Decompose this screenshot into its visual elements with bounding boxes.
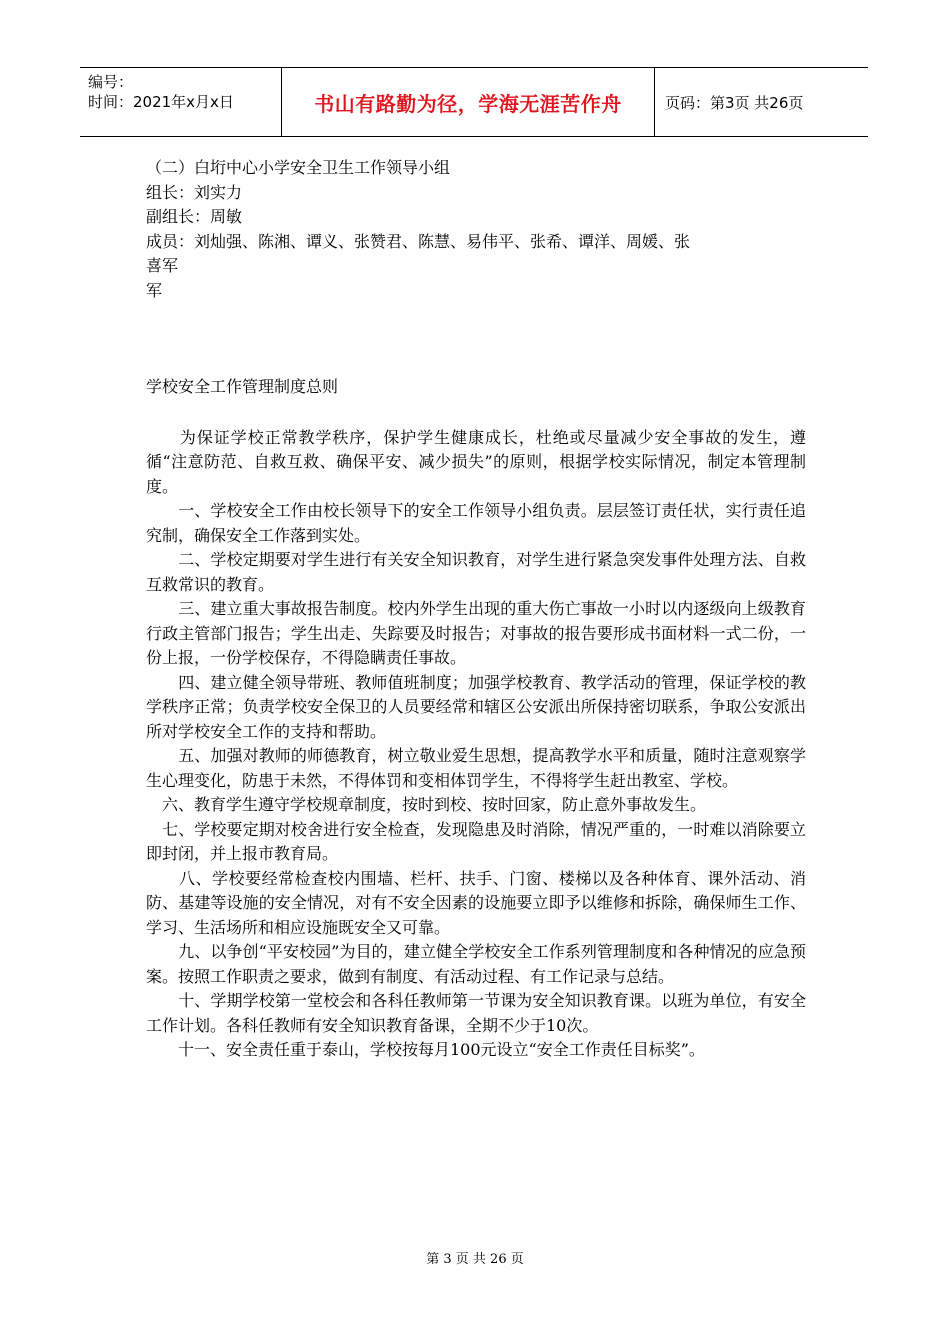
rules-paragraph-7: 七、学校要定期对校舍进行安全检查，发现隐患及时消除，情况严重的，一时难以消除要立即封闭，并上报市教育局。 (146, 819, 806, 863)
rules-paragraph-intro: 为保证学校正常教学秩序，保护学生健康成长，杜绝或尽量减少安全事故的发生，遵循“注意防范、自救互救、确保平安、减少损失”的原则，根据学校实际情况，制定本管理制度。 (146, 427, 806, 496)
group-members-extra: 军 (146, 280, 163, 300)
rules-paragraph-4: 四、建立健全领导带班、教师值班制度；加强学校教育、教学活动的管理，保证学校的教学秩序正常；负责学校安全保卫的人员要经常和辖区公安派出所保持密切联系，争取公安派出所对学校安全工作的支持和帮助。 (146, 672, 806, 741)
document-body (146, 156, 806, 1063)
rules-paragraph-1: 一、学校安全工作由校长领导下的安全工作领导小组负责。层层签订责任状，实行责任追究制，确保安全工作落到实处。 (146, 501, 806, 545)
group-members-continued: 喜军 (146, 256, 179, 275)
page-header (80, 67, 868, 137)
rules-paragraph-10: 十、学期学校第一堂校会和各科任教师第一节课为安全知识教育课。以班为单位，有安全工作计划。各科任教师有安全知识教育备课，全期不少于10次。 (146, 991, 806, 1035)
group-title: （二）白垳中心小学安全卫生工作领导小组 (146, 158, 451, 177)
rules-paragraph-2: 二、学校定期要对学生进行有关安全知识教育，对学生进行紧急突发事件处理方法、自救互救常识的教育。 (146, 550, 806, 594)
header-slogan: 书山有路勤为径，学海无涯苦作舟 (314, 91, 622, 116)
group-deputy: 副组长：周敏 (146, 207, 243, 226)
rules-title: 学校安全工作管理制度总则 (146, 377, 339, 396)
rules-paragraph-6: 六、教育学生遵守学校规章制度，按时到校、按时回家，防止意外事故发生。 (146, 795, 707, 814)
header-page-info: 页码：第3页 共26页 (665, 93, 804, 112)
rules-paragraph-11: 十一、安全责任重于泰山，学校按每月100元设立“安全工作责任目标奖”。 (146, 1040, 705, 1059)
header-page-info-cell (655, 68, 868, 136)
document-time-label: 时间：2021年x月x日 (88, 93, 234, 111)
group-leader: 组长：刘实力 (146, 182, 243, 202)
rules-paragraph-5: 五、加强对教师的师德教育，树立敬业爱生思想，提高教学水平和质量，随时注意观察学生心理变化，防患于未然，不得体罚和变相体罚学生，不得将学生赶出教室、学校。 (146, 746, 806, 790)
rules-paragraph-3: 三、建立重大事故报告制度。校内外学生出现的重大伤亡事故一小时以内逐级向上级教育行政主管部门报告；学生出走、失踪要及时报告；对事故的报告要形成书面材料一式二份，一份上报，一份学校保存，不得隐瞒责任事故。 (146, 599, 806, 667)
rules-paragraph-9: 九、以争创“平安校园”为目的，建立健全学校安全工作系列管理制度和各种情况的应急预案。按照工作职责之要求，做到有制度、有活动过程、有工作记录与总结。 (146, 942, 806, 986)
rules-paragraph-8: 八、学校要经常检查校内围墙、栏杆、扶手、门窗、楼梯以及各种体育、课外活动、消防、基建等设施的安全情况，对有不安全因素的设施要立即予以维修和拆除，确保师生工作、学习、生活场所和相应设施既安全又可靠。 (146, 868, 806, 937)
header-slogan-cell (282, 68, 655, 136)
group-members: 成员：刘灿强、陈湘、谭义、张赞君、陈慧、易伟平、张希、谭洋、周媛、张 (146, 231, 691, 251)
page-footer (0, 1248, 950, 1267)
footer-page-number: 第 3 页 共 26 页 (426, 1252, 524, 1267)
header-meta (80, 68, 282, 136)
document-number-label: 编号： (88, 73, 134, 91)
